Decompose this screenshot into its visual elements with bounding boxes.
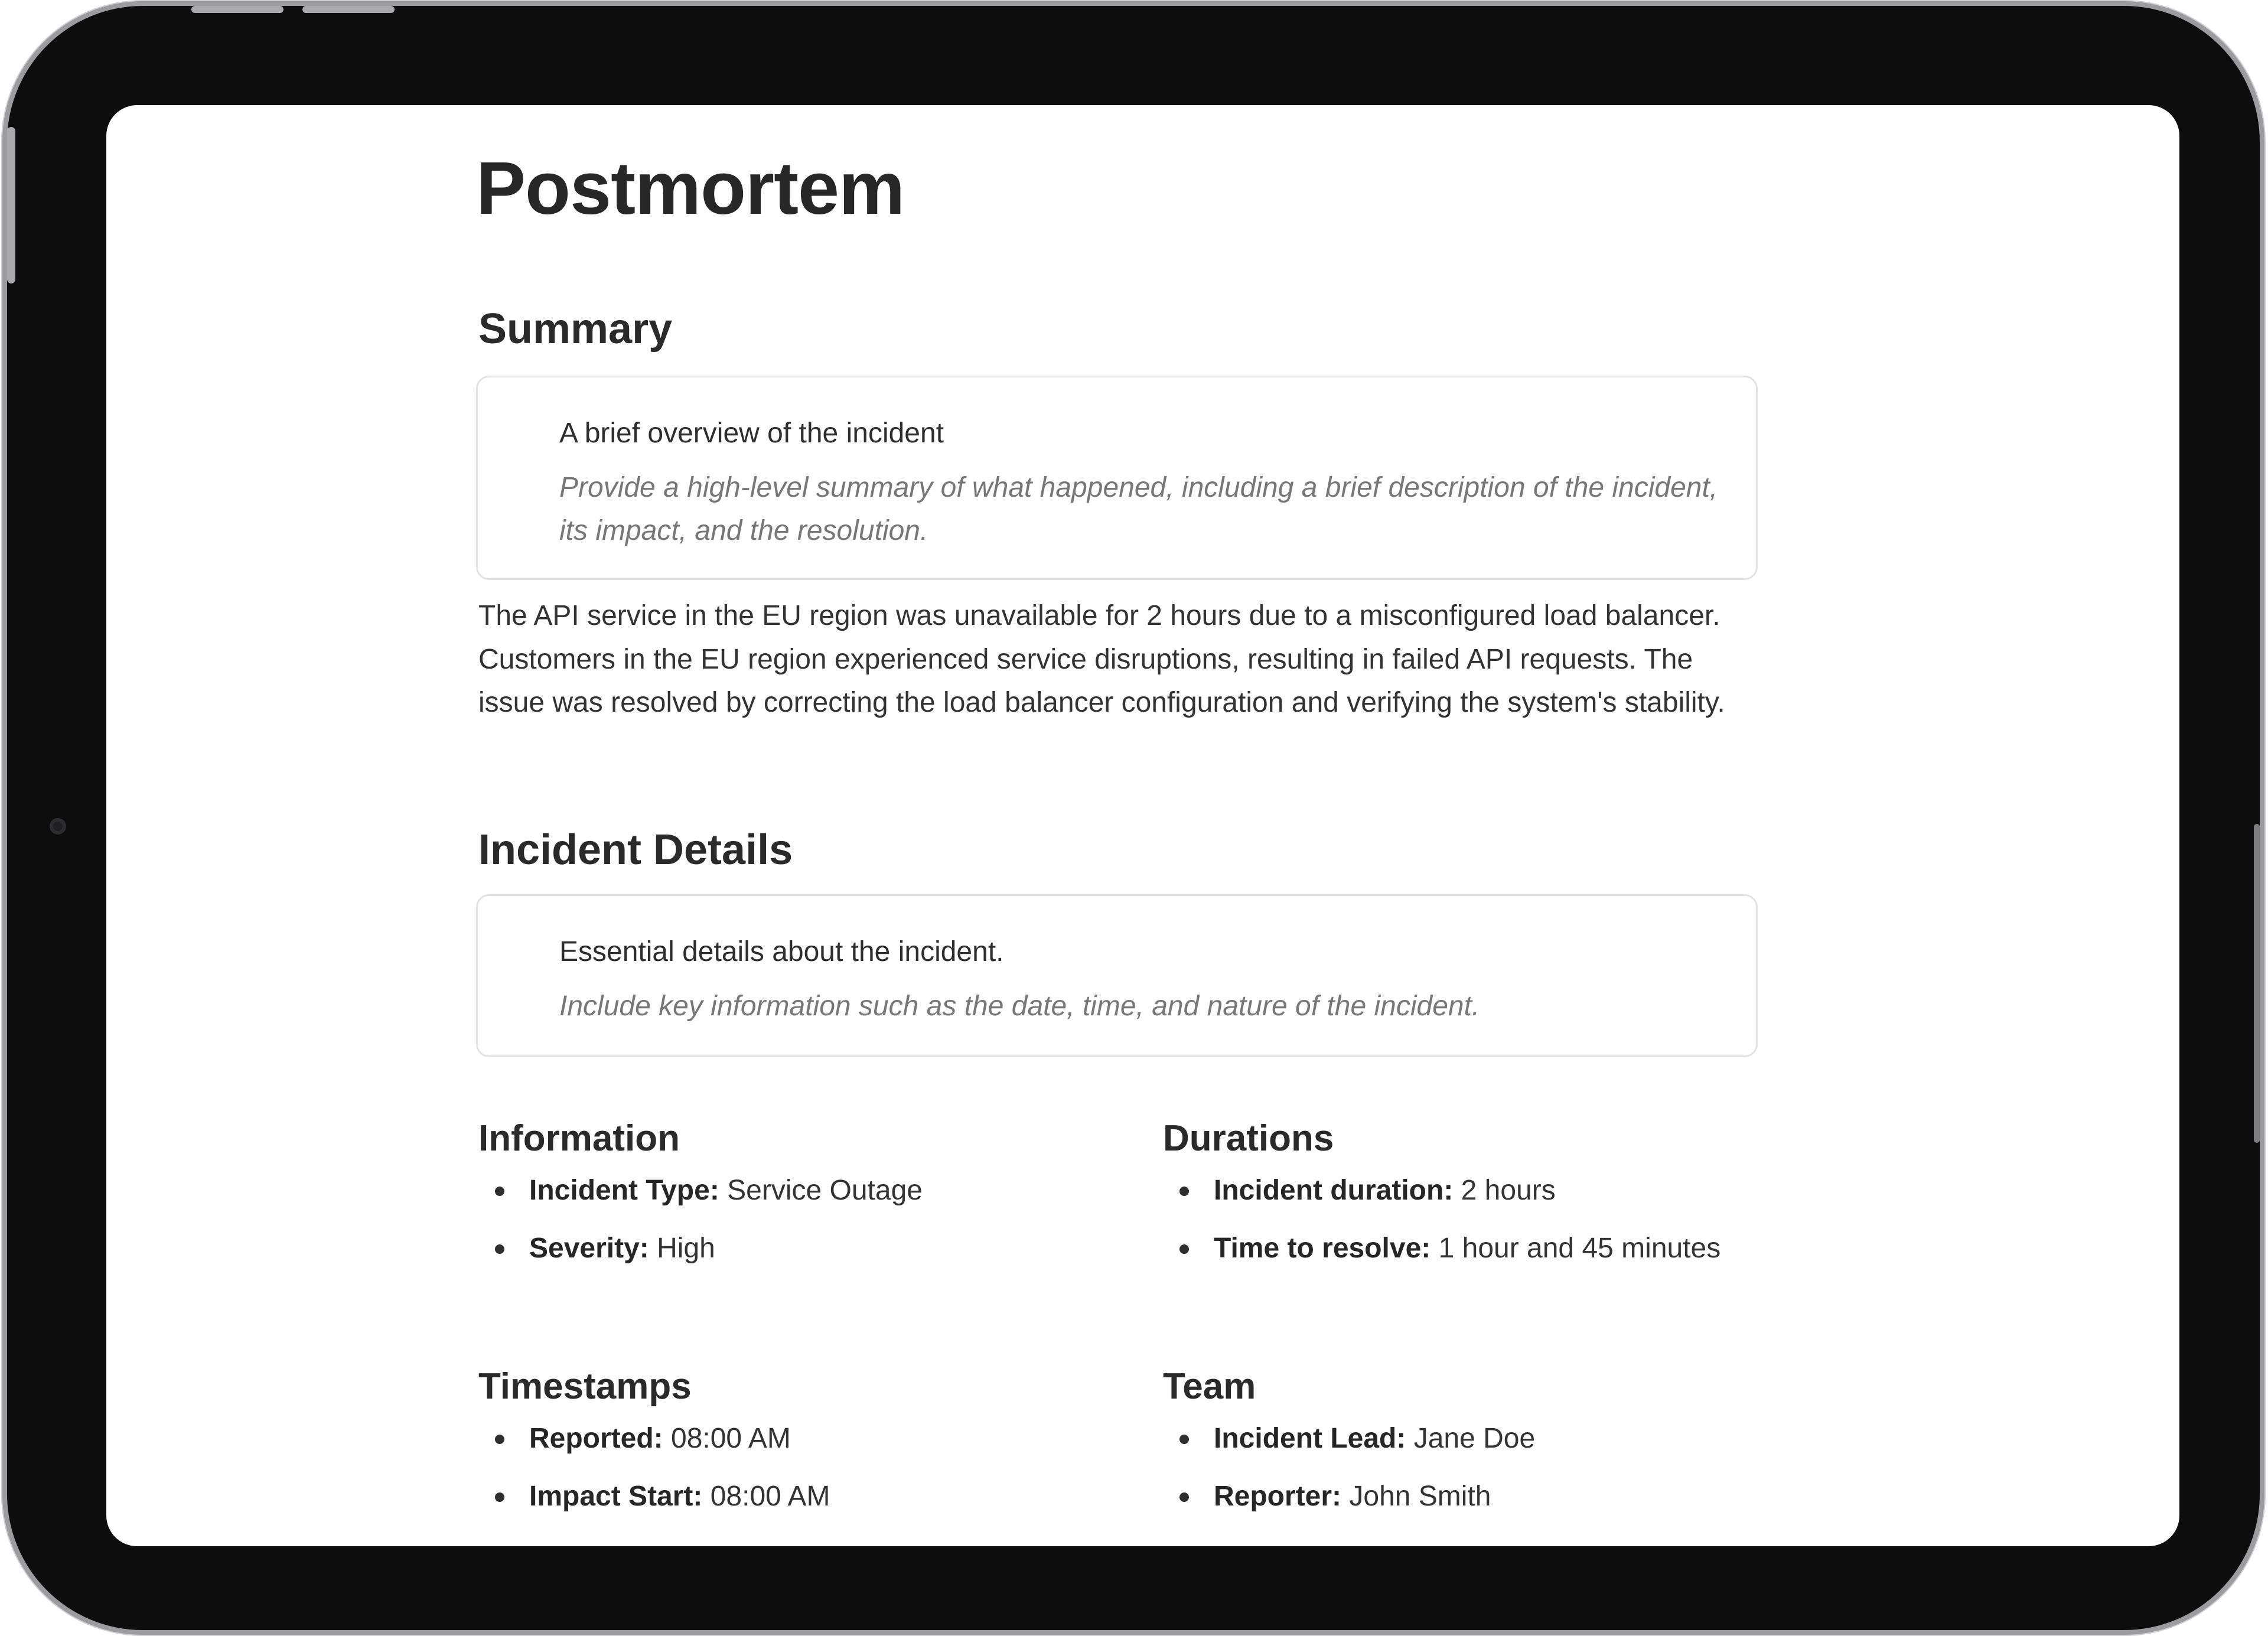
tablet-frame (7, 6, 2260, 1630)
list-item[interactable] (1163, 1421, 1813, 1456)
durations-column (1163, 1115, 1813, 1289)
list-item-key: Reporter: (1214, 1481, 1342, 1512)
page-title[interactable]: Postmortem (476, 146, 905, 230)
incident-details-callout-hint: Include key information such as the date, time, and nature of the incident. (559, 990, 1480, 1022)
summary-body[interactable]: The API service in the EU region was unavailable for 2 hours due to a misconfigured load balancer. Customers in the EU region experienced service disruptions, resulting in failed API requests. The issue was resolved by correcting the load balancer configuration and verifying the system's stability. (478, 600, 1725, 718)
list-item-value: 08:00 AM (702, 1481, 830, 1512)
summary-callout[interactable] (476, 376, 1758, 580)
list-item[interactable] (1163, 1479, 1813, 1514)
front-camera-icon (50, 818, 66, 835)
timestamps-column (478, 1363, 1128, 1537)
list-item-value: 08:00 AM (663, 1423, 791, 1454)
list-item-key: Incident duration: (1214, 1175, 1454, 1206)
list-item-value: Service Outage (719, 1175, 923, 1206)
list-item-key: Severity: (529, 1233, 649, 1264)
bullet-dot-icon (1179, 1187, 1189, 1196)
list-item[interactable] (1163, 1173, 1813, 1208)
information-heading[interactable]: Information (478, 1118, 680, 1159)
screen (106, 105, 2179, 1546)
team-list (1163, 1421, 1813, 1514)
incident-details-heading[interactable]: Incident Details (478, 826, 793, 874)
bullet-dot-icon (1179, 1435, 1189, 1444)
summary-callout-hint: Provide a high-level summary of what happened, including a brief description of the incident, its impact, and the resolution. (559, 472, 1718, 546)
list-item-key: Incident Type: (529, 1175, 719, 1206)
list-item-value: High (649, 1233, 715, 1264)
information-list (478, 1173, 1128, 1266)
list-item-key: Impact Start: (529, 1481, 703, 1512)
timestamps-list (478, 1421, 1128, 1514)
volume-down-button (302, 6, 395, 13)
bullet-dot-icon (495, 1492, 504, 1502)
summary-heading[interactable]: Summary (478, 305, 673, 353)
list-item-key: Time to resolve: (1214, 1233, 1431, 1264)
side-connector (2254, 824, 2260, 1143)
team-heading[interactable]: Team (1163, 1366, 1256, 1407)
durations-heading[interactable]: Durations (1163, 1118, 1334, 1159)
list-item[interactable] (478, 1173, 1128, 1208)
bullet-dot-icon (1179, 1244, 1189, 1254)
list-item[interactable] (478, 1231, 1128, 1266)
bullet-dot-icon (495, 1187, 504, 1196)
incident-details-callout-title: Essential details about the incident. (559, 936, 1004, 967)
list-item-value: Jane Doe (1406, 1423, 1536, 1454)
list-item[interactable] (478, 1421, 1128, 1456)
information-column (478, 1115, 1128, 1289)
bullet-dot-icon (1179, 1492, 1189, 1502)
timestamps-heading[interactable]: Timestamps (478, 1366, 692, 1407)
list-item-key: Reported: (529, 1423, 663, 1454)
power-button (7, 127, 15, 283)
list-item[interactable] (1163, 1231, 1813, 1266)
bullet-dot-icon (495, 1435, 504, 1444)
list-item-value: John Smith (1341, 1481, 1491, 1512)
bullet-dot-icon (495, 1244, 504, 1254)
list-item-value: 1 hour and 45 minutes (1430, 1233, 1721, 1264)
summary-callout-title: A brief overview of the incident (559, 418, 944, 449)
durations-list (1163, 1173, 1813, 1266)
volume-up-button (191, 6, 284, 13)
list-item[interactable] (478, 1479, 1128, 1514)
list-item-key: Incident Lead: (1214, 1423, 1406, 1454)
team-column (1163, 1363, 1813, 1537)
incident-details-callout[interactable] (476, 894, 1758, 1057)
list-item-value: 2 hours (1453, 1175, 1556, 1206)
